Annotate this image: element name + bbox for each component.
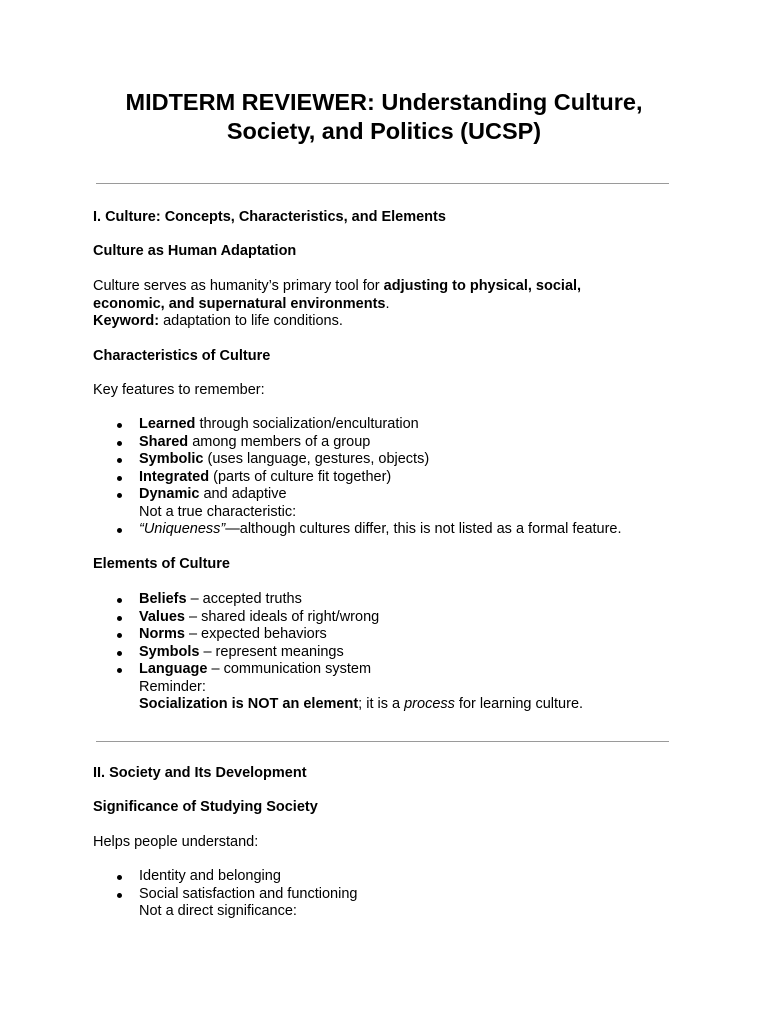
list-item (93, 591, 693, 609)
title-line-2: Society, and Politics (UCSP) (226, 118, 542, 144)
list-item (93, 886, 693, 904)
item-text: – accepted truths (186, 591, 302, 607)
list-item (93, 626, 693, 644)
reminder-label: Reminder: (139, 678, 206, 695)
adaptation-text-post: . (385, 295, 390, 312)
item-term: Learned (139, 416, 196, 432)
adaptation-paragraph (93, 278, 633, 331)
divider-2 (96, 741, 669, 742)
item-text: and adaptive (199, 486, 287, 502)
title-line-1: MIDTERM REVIEWER: Understanding Culture, (125, 89, 643, 115)
elements-list (93, 591, 693, 679)
bullet-icon (117, 875, 122, 880)
characteristics-intro: Key features to remember: (93, 382, 265, 398)
item-term: Dynamic (139, 486, 200, 502)
uniqueness-term: “Uniqueness” (139, 521, 226, 537)
significance-intro: Helps people understand: (93, 834, 259, 850)
adaptation-text-pre: Culture serves as humanity’s primary tool for (93, 278, 384, 294)
reminder-block (139, 679, 699, 714)
significance-list (93, 868, 693, 903)
bullet-icon (117, 423, 122, 428)
list-item (93, 469, 693, 487)
item-text: (parts of culture fit together) (209, 468, 392, 485)
item-text: – shared ideals of right/wrong (184, 608, 380, 625)
bullet-icon (117, 651, 122, 656)
section-2-heading: II. Society and Its Development (93, 765, 307, 781)
document-title (60, 88, 708, 146)
item-text: through socialization/enculturation (195, 416, 419, 432)
item-term: Integrated (139, 468, 210, 485)
not-direct-significance-label: Not a direct significance: (139, 903, 297, 919)
uniqueness-list (93, 521, 693, 539)
list-item (93, 416, 693, 434)
list-item (93, 661, 693, 679)
reminder-end: for learning culture. (454, 696, 584, 712)
reminder-mid: ; it is a (358, 696, 405, 712)
item-text: – expected behaviors (184, 626, 327, 642)
list-item (93, 644, 693, 662)
bullet-icon (117, 476, 122, 481)
uniqueness-text: —although cultures differ, this is not listed as a formal feature. (225, 521, 622, 537)
elements-heading: Elements of Culture (93, 556, 230, 572)
item-text: – communication system (207, 661, 372, 677)
significance-heading: Significance of Studying Society (93, 799, 318, 815)
list-item (93, 434, 693, 452)
bullet-icon (117, 458, 122, 463)
item-term: Values (139, 608, 185, 625)
list-item (93, 868, 693, 886)
reminder-bold: Socialization is NOT an element (139, 696, 359, 712)
item-term: Beliefs (139, 591, 187, 607)
bullet-icon (117, 616, 122, 621)
bullet-icon (117, 668, 122, 673)
list-item (93, 451, 693, 469)
list-item (93, 609, 693, 627)
item-text: – represent meanings (199, 643, 344, 660)
bullet-icon (117, 528, 122, 533)
bullet-icon (117, 441, 122, 446)
not-true-characteristic-label: Not a true characteristic: (139, 503, 297, 520)
item-text: Identity and belonging (139, 868, 281, 884)
list-item (93, 521, 693, 539)
item-text: among members of a group (188, 433, 371, 450)
characteristics-heading: Characteristics of Culture (93, 348, 271, 364)
bullet-icon (117, 598, 122, 603)
bullet-icon (117, 633, 122, 638)
item-term: Norms (139, 626, 185, 642)
keyword-text: adaptation to life conditions. (159, 313, 343, 329)
divider-1 (96, 183, 669, 184)
item-term: Symbols (139, 643, 200, 660)
item-text: Social satisfaction and functioning (139, 885, 358, 902)
adaptation-heading: Culture as Human Adaptation (93, 243, 297, 259)
bullet-icon (117, 893, 122, 898)
item-term: Language (139, 661, 208, 677)
item-term: Shared (139, 433, 189, 450)
adaptation-text-bold: adjusting to physical, social, economic, and supernatural environments (93, 278, 582, 312)
item-text: (uses language, gestures, objects) (203, 451, 430, 467)
reminder-italic: process (404, 696, 455, 712)
bullet-icon (117, 493, 122, 498)
item-term: Symbolic (139, 451, 204, 467)
section-1-heading: I. Culture: Concepts, Characteristics, and Elements (93, 209, 446, 225)
keyword-label: Keyword: (93, 313, 160, 329)
list-item (93, 486, 693, 504)
characteristics-list (93, 416, 693, 504)
